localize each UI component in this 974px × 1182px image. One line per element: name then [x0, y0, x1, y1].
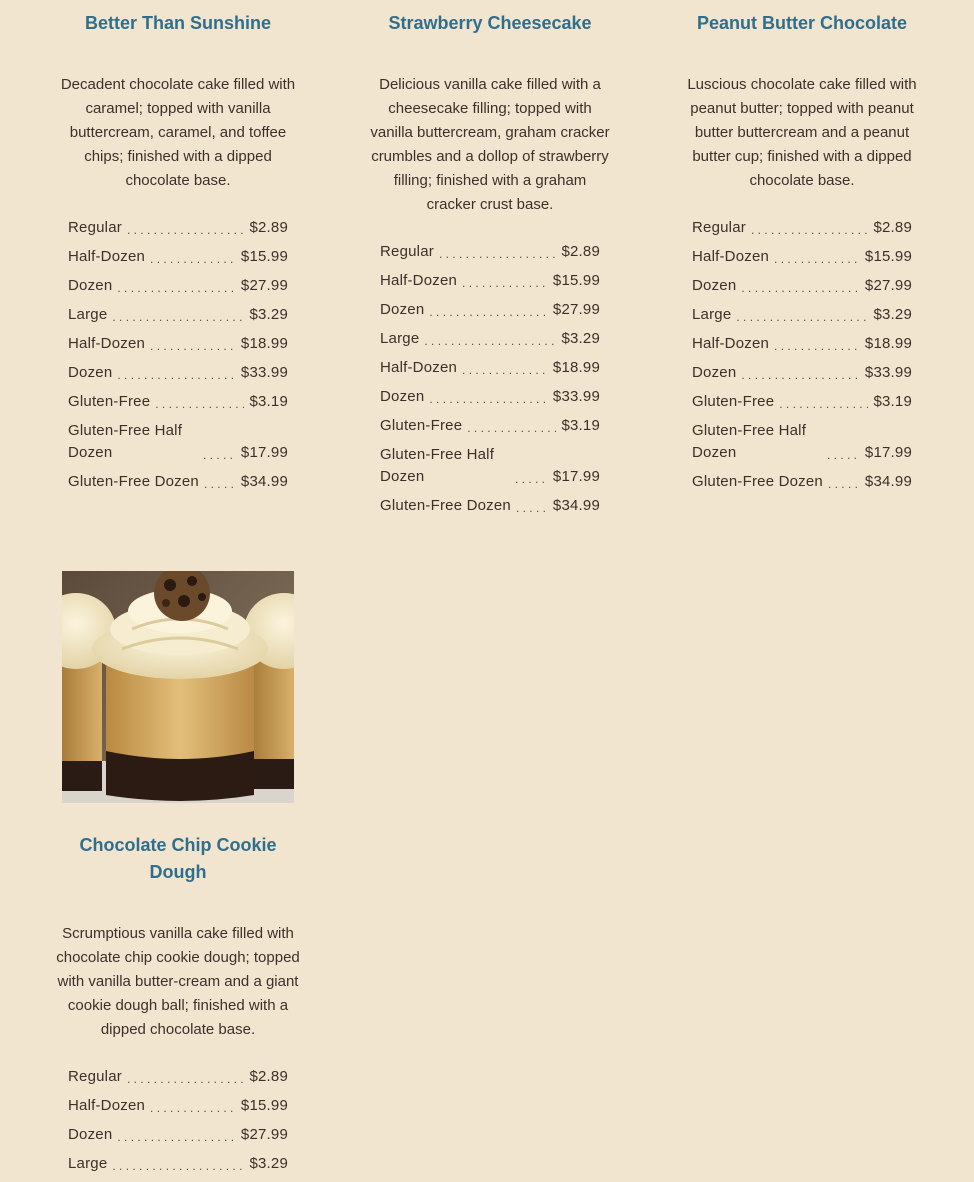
price-value: $34.99: [552, 497, 600, 514]
price-value: $15.99: [240, 1097, 288, 1114]
price-value: $2.89: [249, 1068, 288, 1085]
cupcake-title: Peanut Butter Chocolate: [696, 13, 908, 33]
price-row: [68, 304, 288, 326]
price-size-label: Half-Dozen: [692, 335, 770, 352]
price-row: [68, 1124, 288, 1146]
dot-leader: [741, 279, 860, 297]
dot-leader: [462, 361, 548, 379]
price-row: [692, 304, 912, 326]
cupcake-title: Chocolate Chip Cookie Dough: [79, 835, 277, 882]
cupcake-description: Decadent chocolate cake filled with caramel; topped with vanilla buttercream, caramel, and toffee chips; finished with a dipped chocolate base.: [60, 76, 296, 189]
price-row: [380, 415, 600, 437]
cupcake-card-better-than-sunshine: [48, 10, 308, 500]
price-row: [380, 386, 600, 408]
price-size-label: Dozen: [68, 364, 113, 381]
cupcake-card-strawberry-cheesecake: [360, 10, 620, 524]
price-value: $33.99: [864, 364, 912, 381]
dot-leader: [828, 475, 860, 493]
price-row: [380, 270, 600, 292]
dot-leader: [827, 446, 860, 464]
dot-leader: [127, 1070, 245, 1088]
price-row: [380, 444, 600, 488]
dot-leader: [741, 366, 860, 384]
price-value: $17.99: [240, 444, 288, 461]
price-size-label: Half-Dozen: [692, 248, 770, 265]
dot-leader: [774, 250, 860, 268]
cupcake-photo-illustration: [62, 571, 294, 803]
price-size-label: Half-Dozen: [380, 359, 458, 376]
price-size-label: Large: [68, 306, 108, 323]
price-value: $27.99: [864, 277, 912, 294]
price-row: [380, 357, 600, 379]
cupcake-card-peanut-butter-chocolate: [672, 10, 932, 500]
dot-leader: [203, 446, 236, 464]
cupcake-description: Delicious vanilla cake filled with a cheesecake filling; topped with vanilla buttercream, graham cracker crumbles and a dollop of strawberry filling; finished with a graham cracker crust base.: [370, 76, 610, 213]
price-size-label: Dozen: [692, 364, 737, 381]
price-value: $2.89: [873, 219, 912, 236]
price-row: [380, 328, 600, 350]
price-row: [692, 246, 912, 268]
price-row: [692, 333, 912, 355]
price-row: [692, 471, 912, 493]
price-row: [380, 495, 600, 517]
price-value: $3.29: [873, 306, 912, 323]
price-list: [360, 241, 620, 517]
dot-leader: [112, 308, 244, 326]
price-row: [68, 217, 288, 239]
price-size-label: Dozen: [68, 1126, 113, 1143]
cupcake-photo: [62, 571, 294, 803]
dot-leader: [150, 1099, 236, 1117]
price-size-label: Regular: [68, 219, 122, 236]
price-row: [68, 275, 288, 297]
price-row: [68, 420, 288, 464]
cupcake-title: Better Than Sunshine: [84, 13, 272, 33]
price-value: $15.99: [864, 248, 912, 265]
price-value: $3.19: [249, 393, 288, 410]
price-size-label: Gluten-Free Half Dozen: [692, 422, 807, 461]
price-size-label: Dozen: [68, 277, 113, 294]
price-value: $3.29: [249, 1155, 288, 1172]
price-size-label: Half-Dozen: [380, 272, 458, 289]
price-value: $3.19: [561, 417, 600, 434]
price-size-label: Half-Dozen: [68, 335, 146, 352]
price-list: [48, 217, 308, 493]
price-size-label: Gluten-Free Half Dozen: [68, 422, 183, 461]
price-value: $3.29: [249, 306, 288, 323]
price-size-label: Gluten-Free Dozen: [380, 497, 511, 514]
price-list: [672, 217, 932, 493]
price-row: [68, 471, 288, 493]
price-size-label: Gluten-Free: [692, 393, 775, 410]
price-size-label: Large: [380, 330, 420, 347]
price-size-label: Dozen: [380, 301, 425, 318]
dot-leader: [429, 390, 548, 408]
dot-leader: [751, 221, 869, 239]
dot-leader: [774, 337, 860, 355]
price-value: $15.99: [552, 272, 600, 289]
dot-leader: [155, 395, 244, 413]
price-value: $17.99: [552, 468, 600, 485]
price-row: [380, 299, 600, 321]
price-value: $18.99: [864, 335, 912, 352]
price-size-label: Gluten-Free: [68, 393, 151, 410]
price-row: [68, 333, 288, 355]
price-list: [48, 1066, 308, 1175]
dot-leader: [204, 475, 236, 493]
cupcake-card-chocolate-chip-cookie-dough: [48, 832, 308, 1182]
price-size-label: Dozen: [380, 388, 425, 405]
price-value: $17.99: [864, 444, 912, 461]
price-value: $15.99: [240, 248, 288, 265]
price-value: $3.29: [561, 330, 600, 347]
price-row: [68, 391, 288, 413]
dot-leader: [112, 1157, 244, 1175]
dot-leader: [424, 332, 556, 350]
price-row: [692, 420, 912, 464]
price-size-label: Gluten-Free: [380, 417, 463, 434]
cupcake-title: Strawberry Cheesecake: [388, 13, 592, 33]
price-value: $27.99: [240, 277, 288, 294]
dot-leader: [462, 274, 548, 292]
price-value: $18.99: [552, 359, 600, 376]
price-size-label: Regular: [692, 219, 746, 236]
dot-leader: [736, 308, 868, 326]
cupcake-description: Scrumptious vanilla cake filled with chocolate chip cookie dough; topped with vanilla butter-cream and a giant cookie dough ball; finished with a dipped chocolate base.: [56, 925, 300, 1038]
price-value: $34.99: [864, 473, 912, 490]
price-row: [68, 246, 288, 268]
dot-leader: [150, 250, 236, 268]
price-value: $34.99: [240, 473, 288, 490]
price-value: $27.99: [240, 1126, 288, 1143]
price-value: $33.99: [240, 364, 288, 381]
price-row: [692, 362, 912, 384]
price-size-label: Regular: [68, 1068, 122, 1085]
price-row: [380, 241, 600, 263]
price-size-label: Large: [68, 1155, 108, 1172]
price-value: $27.99: [552, 301, 600, 318]
price-size-label: Large: [692, 306, 732, 323]
price-value: $2.89: [561, 243, 600, 260]
price-size-label: Gluten-Free Half Dozen: [380, 446, 495, 485]
price-value: $18.99: [240, 335, 288, 352]
dot-leader: [467, 419, 556, 437]
price-row: [68, 362, 288, 384]
price-value: $3.19: [873, 393, 912, 410]
price-size-label: Dozen: [692, 277, 737, 294]
price-row: [68, 1095, 288, 1117]
price-size-label: Gluten-Free Dozen: [692, 473, 823, 490]
price-size-label: Half-Dozen: [68, 248, 146, 265]
cupcake-description: Luscious chocolate cake filled with peanut butter; topped with peanut butter buttercream and a peanut butter cup; finished with a dipped chocolate base.: [687, 76, 917, 189]
price-size-label: Regular: [380, 243, 434, 260]
dot-leader: [150, 337, 236, 355]
price-size-label: Gluten-Free Dozen: [68, 473, 199, 490]
dot-leader: [439, 245, 557, 263]
dot-leader: [127, 221, 245, 239]
price-row: [692, 391, 912, 413]
dot-leader: [117, 279, 236, 297]
price-row: [68, 1066, 288, 1088]
price-row: [692, 275, 912, 297]
price-size-label: Half-Dozen: [68, 1097, 146, 1114]
dot-leader: [516, 499, 548, 517]
dot-leader: [117, 366, 236, 384]
dot-leader: [779, 395, 868, 413]
dot-leader: [117, 1128, 236, 1146]
price-value: $2.89: [249, 219, 288, 236]
price-row: [692, 217, 912, 239]
dot-leader: [515, 470, 548, 488]
dot-leader: [429, 303, 548, 321]
price-row: [68, 1153, 288, 1175]
price-value: $33.99: [552, 388, 600, 405]
